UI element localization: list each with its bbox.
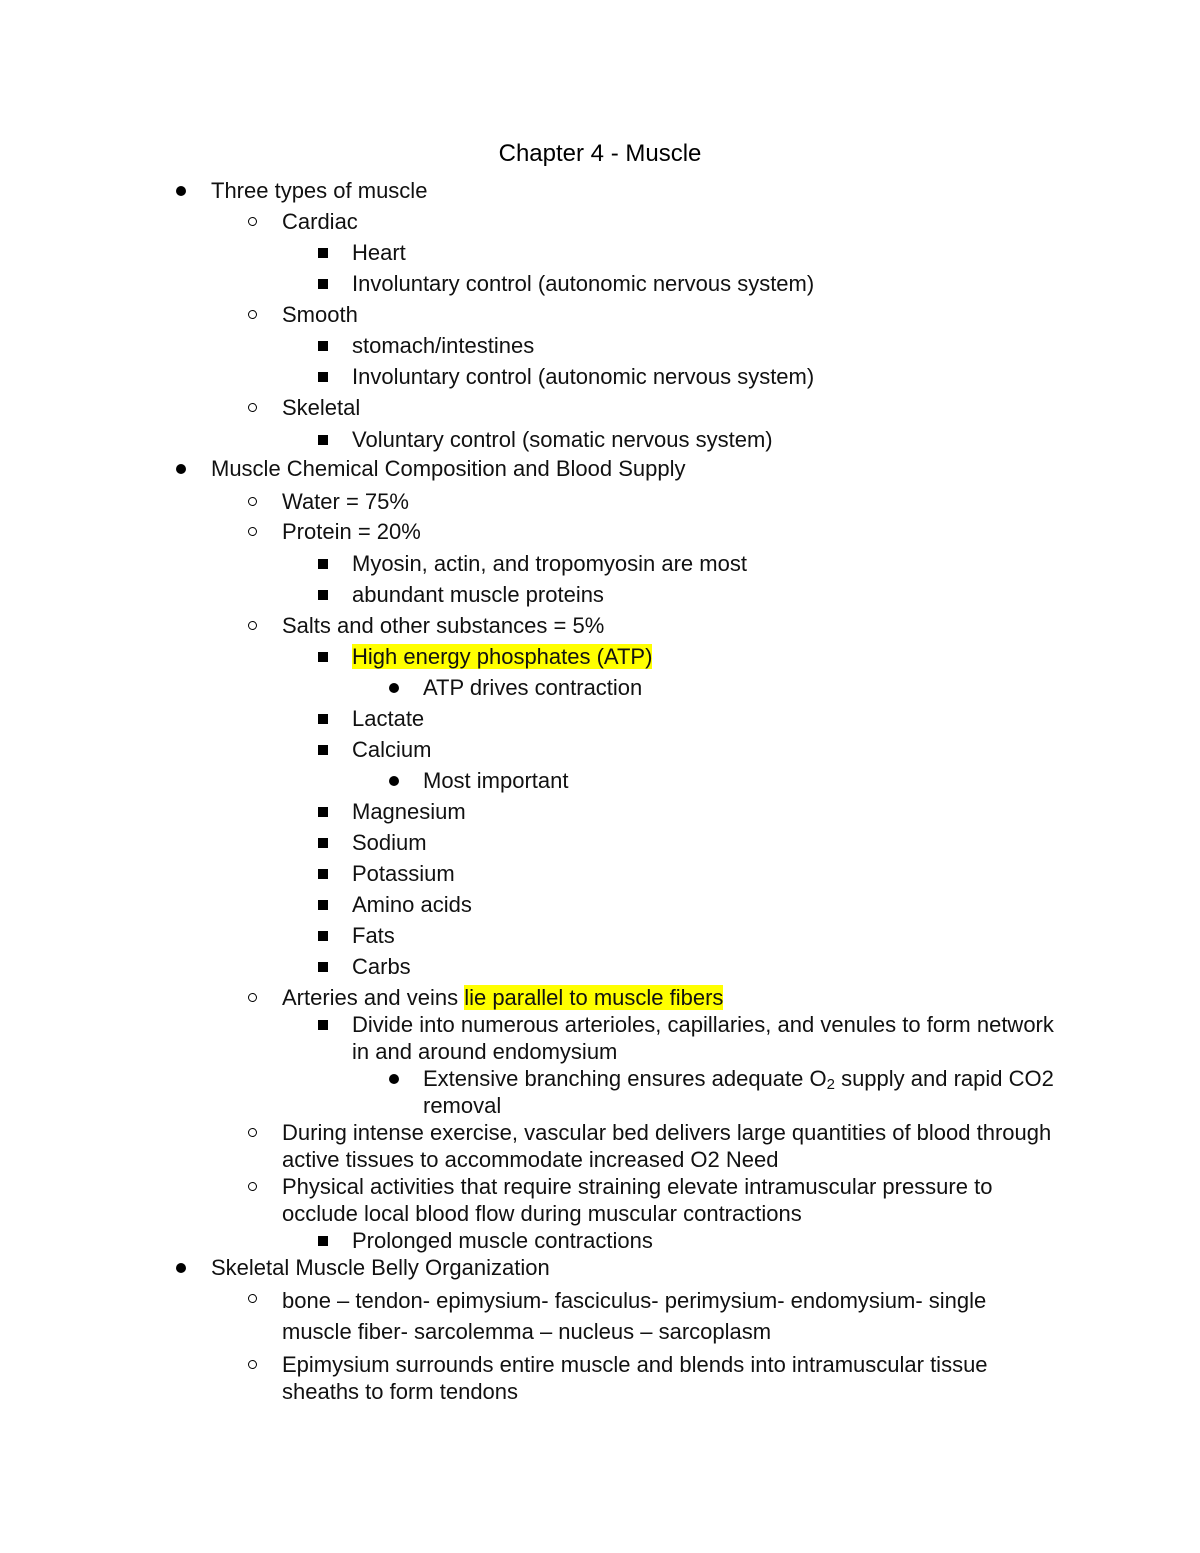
outline-item-level-3 <box>0 239 1060 266</box>
outline-item-level-3 <box>0 270 1060 297</box>
outline-text: Myosin, actin, and tropomyosin are most <box>352 551 747 576</box>
outline-item-level-2 <box>0 301 1060 328</box>
outline-text: Lactate <box>352 706 425 731</box>
outline-text: Extensive branching ensures adequate O <box>423 1066 827 1091</box>
outline-item-level-3 <box>0 922 1060 949</box>
outline-text: Epimysium surrounds entire muscle and blends into intramuscular tissue sheaths to form tendons <box>282 1352 988 1404</box>
outline-item-level-3 <box>0 798 1060 825</box>
outline-item-level-3 <box>0 426 1060 453</box>
outline-item-level-2 <box>0 488 1060 515</box>
outline-text: Water = 75% <box>282 489 409 514</box>
outline-text: Divide into numerous arterioles, capillaries, and venules to form network in and around endomysium <box>352 1012 1054 1064</box>
outline-item-level-3 <box>0 736 1060 763</box>
page-title: Chapter 4 - Muscle <box>498 140 702 167</box>
outline-text: Most important <box>423 768 569 793</box>
outline-item-level-4 <box>0 767 1060 794</box>
outline-text: Potassium <box>352 861 455 886</box>
outline-item-level-3 <box>0 332 1060 359</box>
notes-outline <box>0 177 1200 1405</box>
outline-text: Involuntary control (autonomic nervous system) <box>352 271 815 296</box>
outline-text: Voluntary control (somatic nervous system) <box>352 427 773 452</box>
outline-text: Three types of muscle <box>211 178 428 203</box>
outline-text: Fats <box>352 923 395 948</box>
outline-item-level-4 <box>0 1065 1060 1119</box>
outline-text: Smooth <box>282 302 358 327</box>
outline-item-level-3 <box>0 550 1060 577</box>
outline-item-level-3 <box>0 705 1060 732</box>
outline-item-level-3 <box>0 643 1060 670</box>
outline-item-level-2 <box>0 518 1060 545</box>
outline-item-level-3 <box>0 829 1060 856</box>
outline-text: Skeletal Muscle Belly Organization <box>211 1255 550 1280</box>
outline-item-level-1 <box>0 455 1060 482</box>
outline-item-level-3 <box>0 1011 1060 1065</box>
outline-text: Magnesium <box>352 799 466 824</box>
outline-item-level-3 <box>0 891 1060 918</box>
subscript-text: 2 <box>826 1076 835 1093</box>
outline-text: bone – tendon- epimysium- fasciculus- perimysium- endomysium- single muscle fiber- sarcolemma – nucleus – sarcoplasm <box>282 1288 987 1344</box>
outline-text: Salts and other substances = 5% <box>282 613 605 638</box>
outline-item-level-3 <box>0 1227 1060 1254</box>
outline-text: Cardiac <box>282 209 358 234</box>
outline-item-level-4 <box>0 674 1060 701</box>
outline-text: Calcium <box>352 737 432 762</box>
outline-item-level-2 <box>0 1173 1060 1227</box>
outline-item-level-2 <box>0 394 1060 421</box>
outline-item-level-2 <box>0 984 1060 1011</box>
outline-text: Muscle Chemical Composition and Blood Supply <box>211 456 686 481</box>
outline-text: Prolonged muscle contractions <box>352 1228 653 1253</box>
outline-item-level-2 <box>0 612 1060 639</box>
outline-text: Amino acids <box>352 892 472 917</box>
outline-item-level-3 <box>0 363 1060 390</box>
outline-item-level-3 <box>0 953 1060 980</box>
outline-text: abundant muscle proteins <box>352 582 604 607</box>
outline-text: Heart <box>352 240 406 265</box>
outline-text: supply and rapid CO2 removal <box>423 1066 1054 1118</box>
outline-text: ATP drives contraction <box>423 675 643 700</box>
outline-item-level-2 <box>0 1119 1060 1173</box>
outline-item-level-1 <box>0 1254 1060 1281</box>
highlighted-text: lie parallel to muscle fibers <box>464 985 724 1010</box>
outline-text: Skeletal <box>282 395 361 420</box>
highlighted-text: High energy phosphates (ATP) <box>352 644 653 669</box>
outline-text: stomach/intestines <box>352 333 535 358</box>
outline-item-level-3 <box>0 860 1060 887</box>
outline-text: Sodium <box>352 830 427 855</box>
outline-item-level-1 <box>0 177 1060 204</box>
outline-text: Carbs <box>352 954 411 979</box>
outline-item-level-2 <box>0 208 1060 235</box>
outline-text: Protein = 20% <box>282 519 421 544</box>
outline-text: During intense exercise, vascular bed delivers large quantities of blood through active tissues to accommodate increased O2 Need <box>282 1120 1052 1172</box>
outline-text: Physical activities that require straining elevate intramuscular pressure to occlude local blood flow during muscular contractions <box>282 1174 993 1226</box>
outline-item-level-3 <box>0 581 1060 608</box>
outline-item-level-2 <box>0 1351 1060 1405</box>
outline-text: Involuntary control (autonomic nervous system) <box>352 364 815 389</box>
outline-text: Arteries and veins <box>282 985 465 1010</box>
outline-item-level-2 <box>0 1285 1060 1347</box>
